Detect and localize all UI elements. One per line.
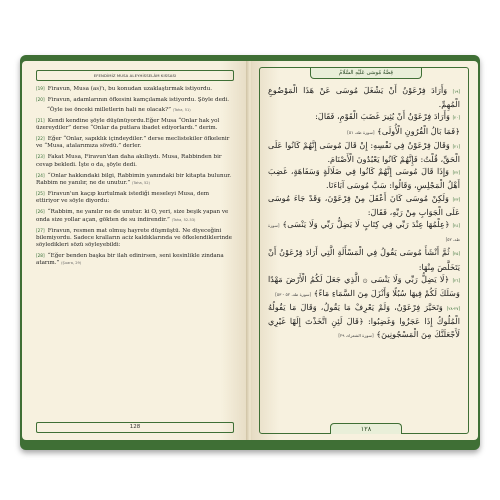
source-citation: [سورة طه، ٥٢ - ٥٣] (275, 292, 312, 298)
right-page-frame (259, 67, 469, 434)
paragraph-number: [١٩] (452, 89, 460, 94)
source-citation: (Taha, 51) (172, 107, 191, 112)
paragraph-number: [٢١] (452, 143, 460, 149)
paragraph-text: وَلَكِنْ مُوسَى كَانَ أَعْقَلَ مِنْ فِرْعَوْنَ، وَقَدْ جَاءَ مُوسَى عَلَى الْجَوَابِ مِنْ رَبِّهِ، فَقَالَ: (268, 192, 460, 217)
paragraph-number: [٢٦] (452, 277, 460, 283)
paragraph-text: ثُمَّ أَنْشَأَ مُوسَى يَقُولُ فِي الْمَسْأَلَةِ الَّتِي أَرَادَ فِرْعَوْنُ أَنْ يَتَخَلَّصَ مِنْهَا: (268, 247, 460, 272)
paragraph (36, 153, 232, 169)
paragraph (36, 96, 232, 104)
paragraph-number: [24] (36, 172, 45, 178)
paragraph (268, 218, 460, 246)
paragraph-text: ﴿فَمَا بَالُ الْقُرُونِ الْأُولَى﴾ (377, 125, 460, 136)
paragraph-number: [٢٠] (452, 115, 460, 121)
right-page (252, 61, 478, 440)
paragraph (36, 85, 232, 93)
paragraph-number: [26] (36, 209, 45, 215)
paragraph-text: Firavun, adamlarının öfkesini kamçılamak istiyordu. Şöyle dedi. (47, 96, 230, 103)
source-citation: [سورة الشعراء، ٢٩] (338, 332, 374, 338)
paragraph-text: Kendi kendine şöyle düşünüyordu.Eğer Musa “Onlar hak yol üzereydiler” derse “Onlar da putlara ibadet ediyorlardı.” derim. (36, 117, 220, 132)
paragraph-text: وَإِذَا قَالَ مُوسَى إِنَّهُمْ كَانُوا فِي ضَلَالَةٍ وَسَفَاهَةٍ، غَضِبَ أَهْلُ الْمَجْلِسِ، وَقَالُوا: سَبَّ مُوسَى آبَاءَنَا. (268, 166, 460, 191)
paragraph-text: وَتَحَيَّرَ فِرْعَوْنُ، وَلَمْ يَعْرِفْ مَا يَقُولُ، وَقَالَ مَا يَقُولُهُ الْمُلُوكُ إِذَا عَجَزُوا وَغَضِبُوا: ﴿قَالَ لَئِنِ اتَّخَذْتَ إِلَهًا غَيْرِي لَأَجْعَلَنَّكَ مِنَ الْمَسْجُونِينَ﴾ (268, 302, 460, 339)
paragraph (36, 107, 232, 114)
right-page-text (268, 84, 460, 342)
paragraph-text: “Öyle ise önceki milletlerin hali ne olacak?” (47, 106, 171, 113)
paragraph-text: “Eğer benden başka bir ilah edinirsen, seni kesinlikle zindana atarım.” (36, 253, 224, 267)
paragraph (268, 192, 460, 218)
paragraph (36, 135, 232, 151)
right-page-number: ١٢٨ (330, 423, 402, 434)
paragraph-number: [23] (36, 154, 45, 160)
source-citation: (Şuara, 29) (61, 261, 82, 266)
paragraph-text: “Onlar hakkındaki bilgi, Rabbimin yanındaki bir kitapta bulunur. Rabbim ne yanılır, ne de unutur.” (36, 172, 232, 186)
paragraph-text: Firavun'un kaçıp kurtulmak istediği meseleyi Musa, dem ettiriyor ve söyle diyordu: (36, 190, 210, 205)
paragraph-text: Eğer “Onlar, sapıklık içindeydiler.” derse meclistekiler öfkelenir ve “Musa, atalarımıza sövdü.” derler. (36, 136, 230, 150)
paragraph (36, 252, 232, 268)
paragraph-number: [22] (36, 136, 45, 142)
right-page-header: قِصَّةُ مُوسَى عَلَيْهِ السَّلَامُ (310, 68, 422, 79)
paragraph-text: وَأَرَادَ فِرْعَوْنُ أَنْ يُثِيرَ غَضَبَ الْقَوْمِ، فَقَالَ: (315, 111, 450, 122)
paragraph-number: [٢٣] (452, 196, 460, 202)
paragraph-text: ﴿لَا يَضِلُّ رَبِّي وَلَا يَنْسَى ۞ الَّذِي جَعَلَ لَكُمُ الْأَرْضَ مَهْدًا وَسَلَكَ لَكُمْ فِيهَا سُبُلًا وَأَنْزَلَ مِنَ السَّمَاءِ مَاءً﴾ (268, 273, 460, 299)
paragraph (268, 273, 460, 301)
left-page-header: EFENDİMİZ MUSA ALEYHİSSELÂM KISSASI (36, 70, 234, 81)
paragraph (36, 227, 232, 250)
paragraph-number: [٢٥] (452, 251, 461, 257)
paragraph-number: [25] (36, 190, 45, 196)
paragraph-text: “Rabbim, ne yanılır ne de unutur. ki O, yeri, size beşik yapan ve onda size yollar açan, gökten de su indirendir.” (36, 209, 229, 223)
left-page-text (36, 85, 232, 270)
paragraph-text: Fakat Musa, Firavun'dan daha akıllıydı. Musa, Rabbinden bir cevap bekledi. İşte o da, şöyle dedi. (36, 154, 222, 168)
paragraph-number: [٢٧-٢٨] (446, 306, 460, 312)
paragraph-number: [٢٢] (452, 170, 460, 176)
paragraph (268, 110, 460, 124)
paragraph (268, 125, 460, 139)
left-page (22, 61, 248, 440)
paragraph (36, 172, 232, 188)
source-citation: [سورة طه، ٥٢] (268, 223, 460, 243)
paragraph (268, 165, 460, 191)
paragraph (36, 208, 232, 224)
paragraph (268, 246, 460, 272)
paragraph (268, 84, 460, 110)
paragraph-text: Firavun, Musa (as)'ı, bu konudan uzaklaştırmak istiyordu. (47, 86, 213, 92)
paragraph (268, 139, 460, 165)
paragraph (268, 301, 460, 342)
paragraph-number: [20] (36, 96, 45, 102)
left-page-number: 128 (36, 422, 234, 433)
paragraph (36, 190, 232, 206)
paragraph-number: [٢٤] (452, 223, 460, 229)
paragraph-number: [19] (36, 86, 45, 91)
source-citation: [سورة طه، ٥١] (347, 129, 375, 135)
source-citation: (Taha, 52) (131, 181, 150, 185)
paragraph-text: ﴿عِلْمُهَا عِنْدَ رَبِّي فِي كِتَابٍ لَا يَضِلُّ رَبِّي وَلَا يَنْسَى﴾ (282, 219, 450, 230)
paragraph-text: وَأَرَادَ فِرْعَوْنُ أَنْ يَشْغَلَ مُوسَى عَنْ هَذَا الْمَوْضُوعِ الْمُهِمِّ. (268, 85, 460, 110)
paragraph-number: [21] (36, 117, 45, 123)
paragraph-text: وَقَالَ فِرْعَوْنُ فِي نَفْسِهِ: إِنْ قَالَ مُوسَى إِنَّهُمْ كَانُوا عَلَى الْحَقِّ، قُلْتُ: فَإِنَّهُمْ كَانُوا يَعْبُدُونَ الْأَصْنَامَ. (268, 139, 460, 165)
paragraph (36, 117, 232, 133)
paragraph-number: [28] (36, 253, 45, 259)
source-citation: (Taha, 52-53) (171, 217, 196, 222)
paragraph-number: [27] (36, 227, 45, 233)
paragraph-text: Firavun, resmen mat olmuş hayrete düşmüştü. Ne diyeceğini bilemiyordu. Sadece kralların aciz kaldıklarında ve öfkelendiklerinde söyledikleri sözü söyleyebildi: (36, 227, 232, 249)
